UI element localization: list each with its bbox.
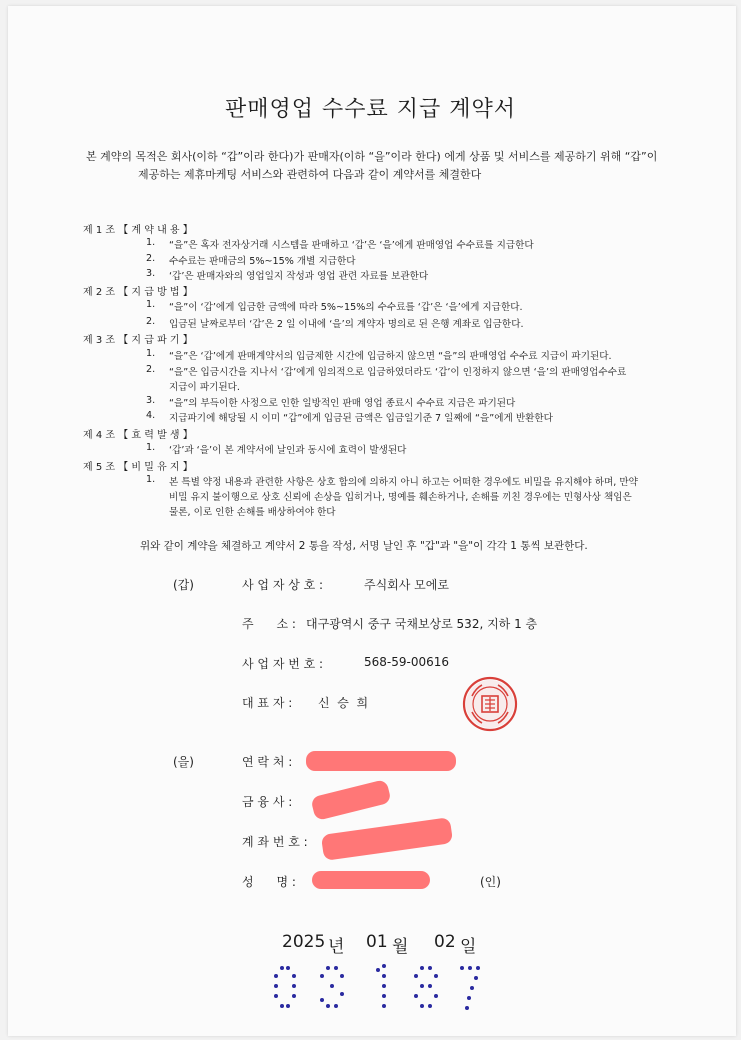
article-5-item-1-line-1: 본 특별 약정 내용과 관련한 사항은 상호 합의에 의하지 아니 하고는 어떠한 경우에도 비밀을 유지해야 하며, 만약 [169, 477, 638, 488]
contact-label: 연 락 처 : [242, 755, 293, 769]
date-day: 02 [434, 932, 456, 952]
article-3-item-1-num: 1. [146, 348, 156, 359]
seal-mark: (인) [480, 875, 501, 889]
intro-line-1: 본 계약의 목적은 회사(이하 “갑”이라 한다)가 판매자(이하 “을”이라 한다) 에게 상품 및 서비스를 제공하기 위해 “갑”이 [86, 150, 658, 163]
article-4-item-1-num: 1. [146, 442, 156, 453]
article-3-item-3: “을”의 부득이한 사정으로 인한 일방적인 판매 영업 종료시 수수료 지급은 파기된다 [169, 398, 516, 409]
article-4-heading: 제 4 조 【 효 력 발 생 】 [83, 430, 193, 441]
article-2-item-2-num: 2. [146, 316, 156, 327]
article-1-item-3-num: 3. [146, 268, 156, 279]
article-5-item-1-num: 1. [146, 474, 156, 485]
address-label: 주 소 : [242, 617, 296, 631]
contact-redaction [306, 751, 456, 771]
article-1-item-2: 수수료는 판매금의 5%~15% 개별 지급한다 [169, 256, 356, 267]
party-a-label: (갑) [173, 578, 194, 592]
account-number-label: 계 좌 번 호 : [242, 835, 308, 849]
article-4-item-1: ‘갑’과 ‘을’이 본 계약서에 날인과 동시에 효력이 발생된다 [169, 445, 407, 456]
article-5-item-1-line-3: 물론, 이로 인한 손해를 배상하여야 한다 [169, 507, 336, 518]
article-2-heading: 제 2 조 【 지 급 방 법 】 [83, 287, 193, 298]
article-3-item-2-line-2: 지급이 파기된다. [169, 382, 240, 393]
article-3-item-1: “을”은 ‘갑’에게 판매계약서의 입금제한 시간에 입금하지 않으면 “을”의 판매영업 수수료 지급이 파기된다. [169, 351, 612, 362]
article-1-item-2-num: 2. [146, 253, 156, 264]
article-3-item-4: 지급파기에 해당될 시 이미 “갑”에게 입금된 금액은 입금일기준 7 일째에 “을”에게 반환한다 [169, 413, 553, 424]
address-value: 대구광역시 중구 국채보상로 532, 지하 1 층 [306, 617, 538, 631]
article-1-item-1: “을”은 혹자 전자상거래 시스템을 판매하고 ‘갑’은 ‘을’에게 판매영업 수수료를 지급한다 [169, 240, 534, 251]
company-seal-stamp [462, 676, 518, 732]
business-number-label: 사 업 자 번 호 : [242, 657, 324, 671]
article-3-item-3-num: 3. [146, 395, 156, 406]
date-month: 01 [366, 932, 388, 952]
dot-matrix-watermark [266, 960, 486, 1016]
name-redaction [312, 871, 430, 889]
article-1-item-1-num: 1. [146, 237, 156, 248]
article-1-heading: 제 1 조 【 계 약 내 용 】 [83, 225, 193, 236]
article-3-item-4-num: 4. [146, 410, 156, 421]
article-2-item-2: 입금된 날짜로부터 ‘갑’은 2 일 이내에 ‘을’의 계약자 명의로 된 은행 계좌로 입금한다. [169, 319, 524, 330]
article-3-item-2-num: 2. [146, 364, 156, 375]
article-3-heading: 제 3 조 【 지 급 파 기 】 [83, 335, 193, 346]
representative-label: 대 표 자 : [242, 696, 293, 710]
business-number: 568-59-00616 [364, 655, 450, 669]
date-year-unit: 년 [328, 937, 345, 957]
date-day-unit: 일 [460, 937, 477, 957]
article-5-heading: 제 5 조 【 비 밀 유 지 】 [83, 462, 193, 473]
article-5-item-1-line-2: 비밀 유지 불이행으로 상호 신뢰에 손상을 입히거나, 명예를 훼손하거나, 손해를 끼친 경우에는 민형사상 책임은 [169, 492, 632, 503]
article-1-item-3: ‘갑’은 판매자와의 영업일지 작성과 영업 관련 자료를 보관한다 [169, 271, 429, 282]
company-name: 주식회사 모에로 [364, 578, 449, 592]
date-year: 2025 [282, 932, 326, 952]
date-month-unit: 월 [392, 937, 409, 957]
article-3-item-2-line-1: “을”은 입금시간을 지나서 ‘갑’에게 임의적으로 입금하였더라도 ‘갑’이 인정하지 않으면 ‘을’의 판매영업수수료 [169, 367, 627, 378]
closing-statement: 위와 같이 계약을 체결하고 계약서 2 통을 작성, 서명 날인 후 "갑"과 "을"이 각각 1 통씩 보관한다. [140, 540, 588, 552]
bank-label: 금 융 사 : [242, 795, 293, 809]
article-2-item-1-num: 1. [146, 299, 156, 310]
article-2-item-1: “을”이 ‘갑’에게 입금한 금액에 따라 5%~15%의 수수료를 ‘갑’은 ‘을’에게 지급한다. [169, 302, 523, 313]
party-b-label: (을) [173, 755, 194, 769]
contract-title: 판매영업 수수료 지급 계약서 [224, 97, 516, 122]
company-label: 사 업 자 상 호 : [242, 578, 324, 592]
intro-line-2: 제공하는 제휴마케팅 서비스와 관련하여 다음과 같이 계약서를 체결한다 [138, 168, 482, 181]
name-label: 성 명 : [242, 875, 296, 889]
representative-name: 신 승 희 [318, 696, 369, 710]
